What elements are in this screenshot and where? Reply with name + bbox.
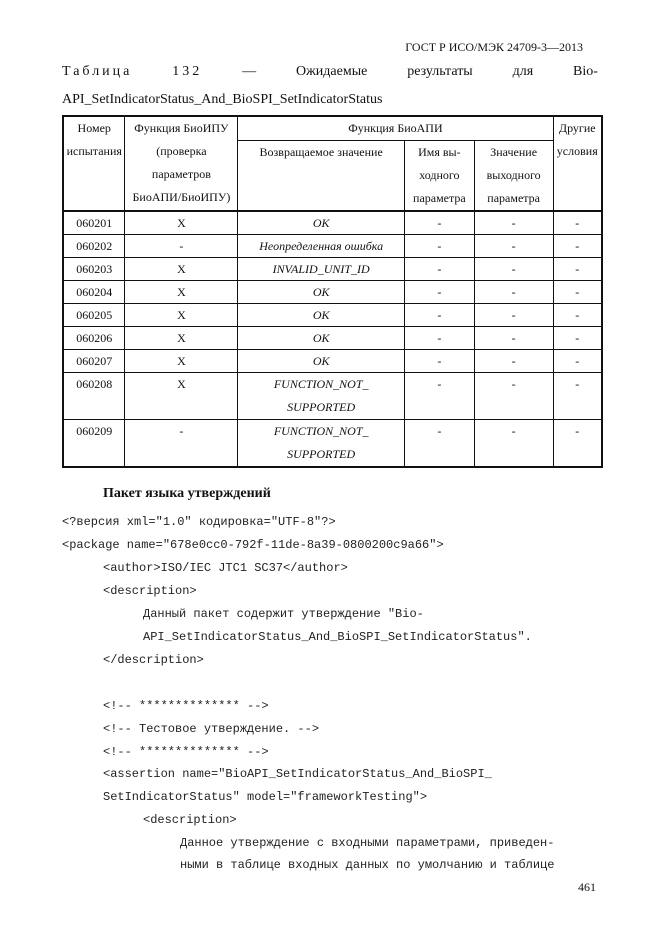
table-row — [63, 420, 602, 468]
code-assertion-line2: SetIndicatorStatus" model="frameworkTesting"> — [103, 790, 428, 804]
cell-check: X — [125, 304, 238, 327]
cell-test-number: 060204 — [63, 281, 125, 304]
code-assertion-description-open: <description> — [143, 813, 237, 827]
cell-test-number: 060207 — [63, 350, 125, 373]
cell-other: - — [553, 420, 602, 468]
table-row — [63, 373, 602, 420]
table-row — [63, 304, 602, 327]
header-other-conditions: Другие условия — [553, 116, 602, 211]
cell-return-value: Неопределенная ошибка — [238, 235, 405, 258]
code-comment-stars-1: <!-- ************** --> — [103, 699, 269, 713]
cell-output-name: - — [404, 304, 474, 327]
code-comment-test: <!-- Тестовое утверждение. --> — [103, 722, 320, 736]
caption-word-for: для — [512, 64, 534, 79]
cell-check: X — [125, 327, 238, 350]
code-assertion-description-text1: Данное утверждение с входными параметрами, приведен- — [180, 836, 555, 850]
cell-other: - — [553, 373, 602, 420]
cell-output-value: - — [474, 281, 553, 304]
page-number: 461 — [578, 880, 596, 894]
cell-output-name: - — [404, 235, 474, 258]
table-row — [63, 350, 602, 373]
caption-word-expected: Ожидаемые — [296, 64, 368, 79]
cell-output-name: - — [404, 327, 474, 350]
table-row — [63, 211, 602, 235]
cell-other: - — [553, 211, 602, 235]
caption-word-results: результаты — [407, 64, 473, 79]
table-row — [63, 235, 602, 258]
cell-output-name: - — [404, 281, 474, 304]
code-description-line1: Данный пакет содержит утверждение "Bio- — [143, 607, 424, 621]
code-assertion-line1: <assertion name="BioAPI_SetIndicatorStatus_And_BioSPI_ — [103, 767, 492, 781]
table-caption-line2: API_SetIndicatorStatus_And_BioSPI_SetIndicatorStatus — [62, 92, 383, 107]
cell-output-value: - — [474, 373, 553, 420]
code-assertion-description-text2: ными в таблице входных данных по умолчанию и таблице — [180, 858, 555, 872]
cell-check: - — [125, 235, 238, 258]
cell-output-name: - — [404, 258, 474, 281]
expected-results-table — [62, 115, 603, 468]
cell-return-value: OK — [238, 211, 405, 235]
cell-output-value: - — [474, 327, 553, 350]
code-description-close: </description> — [103, 653, 204, 667]
caption-table-number: 132 — [172, 64, 203, 79]
cell-test-number: 060208 — [63, 373, 125, 420]
code-description-line2: API_SetIndicatorStatus_And_BioSPI_SetIndicatorStatus". — [143, 630, 532, 644]
cell-output-value: - — [474, 211, 553, 235]
cell-output-value: - — [474, 258, 553, 281]
table-caption-line1 — [62, 64, 598, 80]
code-description-open: <description> — [103, 584, 197, 598]
cell-test-number: 060203 — [63, 258, 125, 281]
cell-check: X — [125, 373, 238, 420]
document-header: ГОСТ Р ИСО/МЭК 24709-3—2013 — [405, 40, 583, 54]
caption-word-table: Таблица — [62, 64, 133, 79]
cell-output-value: - — [474, 235, 553, 258]
header-output-param-value: Значение выходного параметра — [474, 141, 553, 212]
cell-return-value: INVALID_UNIT_ID — [238, 258, 405, 281]
cell-return-value: OK — [238, 327, 405, 350]
cell-test-number: 060202 — [63, 235, 125, 258]
table-row — [63, 327, 602, 350]
cell-test-number: 060205 — [63, 304, 125, 327]
cell-return-value: OK — [238, 350, 405, 373]
cell-return-value: FUNCTION_NOT_ SUPPORTED — [238, 373, 405, 420]
cell-check: X — [125, 211, 238, 235]
cell-output-name: - — [404, 373, 474, 420]
table-row — [63, 258, 602, 281]
cell-test-number: 060206 — [63, 327, 125, 350]
cell-other: - — [553, 304, 602, 327]
cell-check: X — [125, 258, 238, 281]
cell-other: - — [553, 327, 602, 350]
cell-output-name: - — [404, 420, 474, 468]
header-test-number: Номер испытания — [63, 116, 125, 211]
cell-other: - — [553, 350, 602, 373]
header-bioipu-function: Функция БиоИПУ (проверка параметров БиоАПИ/БиоИПУ) — [125, 116, 238, 211]
cell-other: - — [553, 281, 602, 304]
cell-return-value: OK — [238, 304, 405, 327]
cell-test-number: 060209 — [63, 420, 125, 468]
header-return-value: Возвращаемое значение — [238, 141, 405, 212]
cell-return-value: FUNCTION_NOT_ SUPPORTED — [238, 420, 405, 468]
header-output-param-name: Имя вы-ходного параметра — [404, 141, 474, 212]
cell-return-value: OK — [238, 281, 405, 304]
cell-output-value: - — [474, 304, 553, 327]
package-section-title: Пакет языка утверждений — [103, 486, 271, 501]
caption-function-part1: Bio- — [573, 64, 598, 79]
code-package-open: <package name="678e0cc0-792f-11de-8a39-0800200c9a66"> — [62, 538, 444, 552]
cell-check: X — [125, 281, 238, 304]
cell-output-name: - — [404, 211, 474, 235]
cell-output-value: - — [474, 420, 553, 468]
cell-output-value: - — [474, 350, 553, 373]
cell-test-number: 060201 — [63, 211, 125, 235]
cell-check: - — [125, 420, 238, 468]
cell-output-name: - — [404, 350, 474, 373]
cell-other: - — [553, 235, 602, 258]
header-bioapi-function: Функция БиоАПИ — [238, 116, 553, 141]
code-comment-stars-2: <!-- ************** --> — [103, 745, 269, 759]
table-row — [63, 281, 602, 304]
caption-dash: — — [242, 64, 257, 79]
code-author: <author>ISO/IEC JTC1 SC37</author> — [103, 561, 348, 575]
cell-check: X — [125, 350, 238, 373]
cell-other: - — [553, 258, 602, 281]
code-xml-declaration: <?версия xml="1.0" кодировка="UTF-8"?> — [62, 515, 336, 529]
